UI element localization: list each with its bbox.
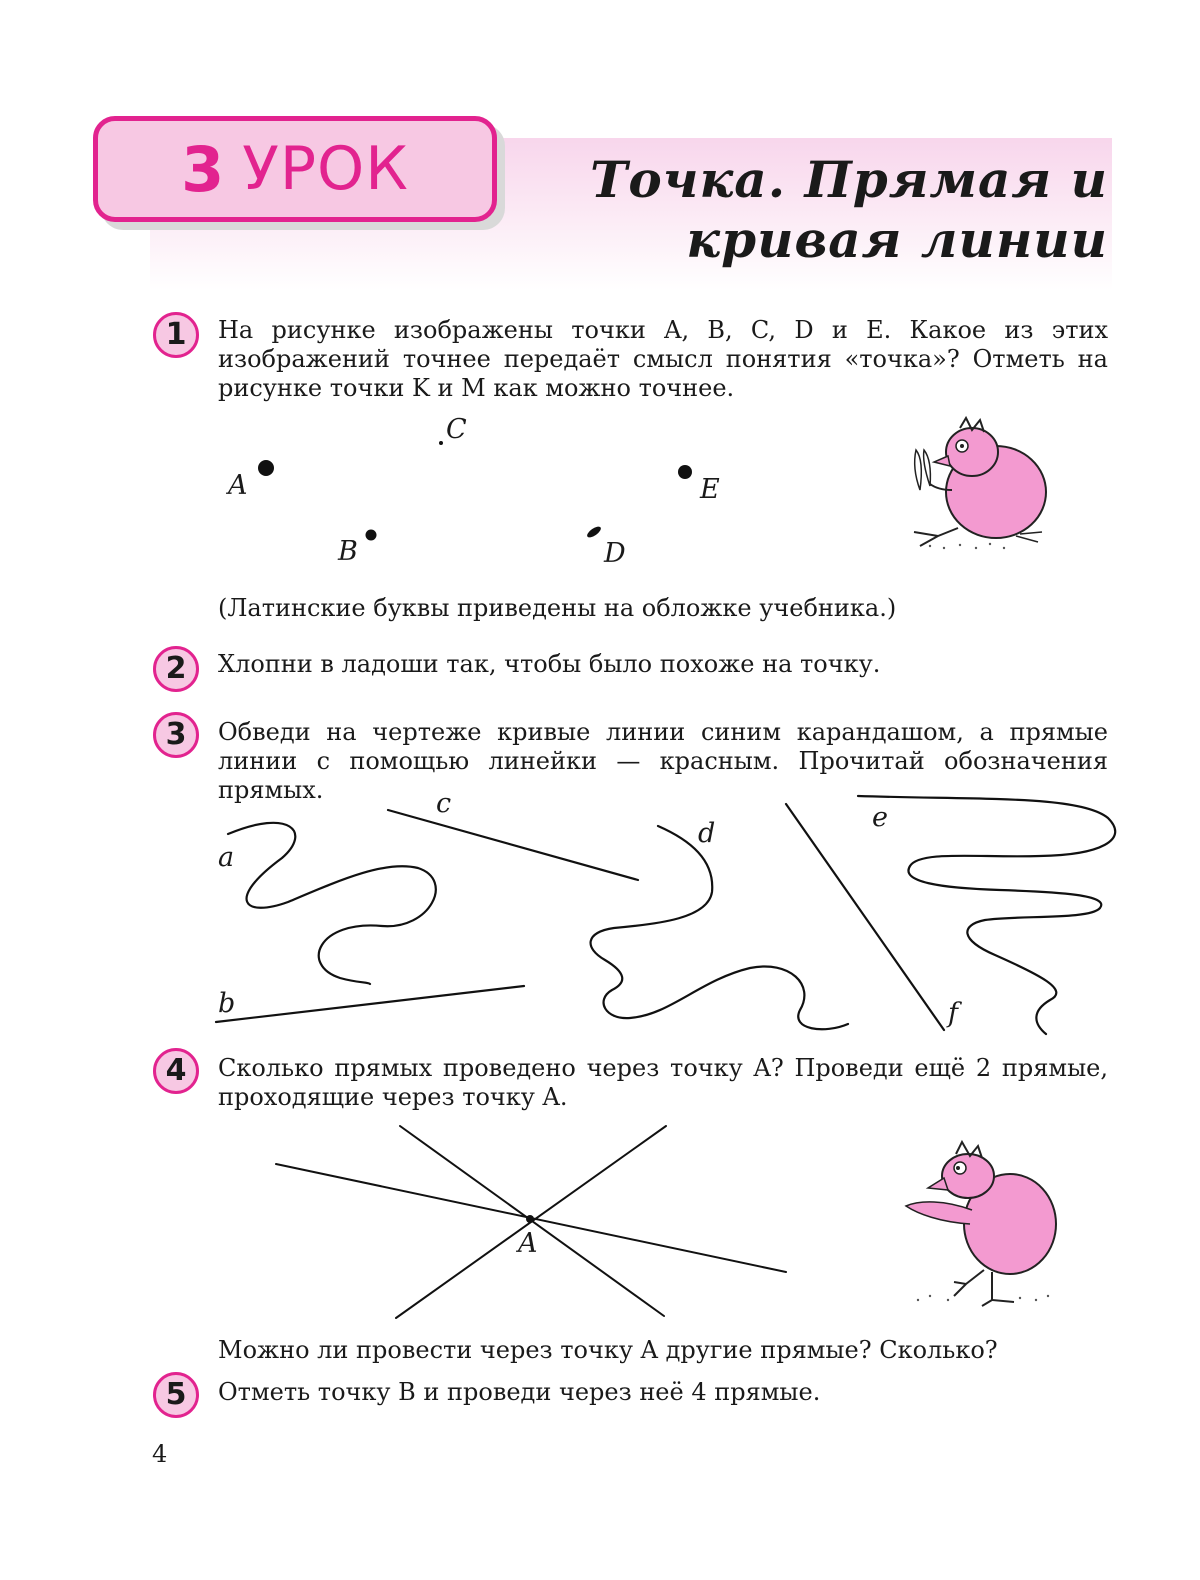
point-a-ex4-mark xyxy=(526,1215,534,1223)
exercise-number: 2 xyxy=(153,646,199,692)
point-c-mark xyxy=(439,441,443,445)
line-label-a: a xyxy=(218,842,235,873)
straight-line-c xyxy=(388,810,638,880)
exercise-5-text: Отметь точку B и проведи через неё 4 прямые. xyxy=(218,1378,821,1406)
point-e-mark xyxy=(678,465,692,479)
point-label-a-ex4: A xyxy=(518,1228,538,1259)
exercise-1-text: На рисунке изображены точки A, B, C, D и E. Какое из этих изображений точнее передаёт смысл понятия «точка»? Отметь на рисунке точки K и M как можно точнее. xyxy=(218,316,1108,402)
point-d-mark xyxy=(585,525,602,540)
point-label-d: D xyxy=(604,538,626,569)
straight-line-b xyxy=(216,986,524,1022)
line-label-f: f xyxy=(948,998,958,1029)
bird-pointing-illustration xyxy=(906,1142,1056,1306)
curve-d xyxy=(591,826,848,1029)
curve-e xyxy=(858,796,1115,1034)
lines-ex3 xyxy=(216,796,1115,1034)
lesson-word: УРОК xyxy=(242,134,409,204)
exercise-3-text: Обведи на чертеже кривые линии синим карандашом, а прямые линии с помощью линейки — красным. Прочитай обозначения прямых. xyxy=(218,718,1108,804)
line-label-b: b xyxy=(218,988,236,1019)
exercise-4-text: Сколько прямых проведено через точку A? Проведи ещё 2 прямые, проходящие через точку A. xyxy=(218,1054,1108,1111)
exercise-number: 5 xyxy=(153,1372,199,1418)
point-label-e: E xyxy=(700,474,720,505)
exercise-2-text: Хлопни в ладоши так, чтобы было похоже на точку. xyxy=(218,650,881,678)
curve-a xyxy=(228,823,436,984)
point-a-mark xyxy=(258,460,274,476)
line-label-d: d xyxy=(698,818,716,849)
exercise-number: 1 xyxy=(153,312,199,358)
line-label-c: c xyxy=(436,788,452,819)
line-label-e: e xyxy=(872,802,888,833)
exercise-1-note: (Латинские буквы приведены на обложке учебника.) xyxy=(218,594,897,622)
lesson-title-line1: Точка. Прямая и xyxy=(590,150,1108,209)
point-b-mark xyxy=(366,530,377,541)
point-label-c: C xyxy=(446,414,467,445)
point-label-a: A xyxy=(228,470,248,501)
bird-reading-illustration xyxy=(914,418,1046,549)
exercise-number: 3 xyxy=(153,712,199,758)
lesson-number: 3 xyxy=(181,132,225,206)
page-number: 4 xyxy=(152,1440,168,1468)
points-ex1 xyxy=(258,441,692,541)
straight-line-f xyxy=(786,804,944,1030)
exercise-number: 4 xyxy=(153,1048,199,1094)
point-label-b: B xyxy=(338,536,358,567)
lesson-title-line2: кривая линии xyxy=(686,210,1108,269)
exercise-4-question: Можно ли провести через точку A другие прямые? Сколько? xyxy=(218,1336,998,1364)
